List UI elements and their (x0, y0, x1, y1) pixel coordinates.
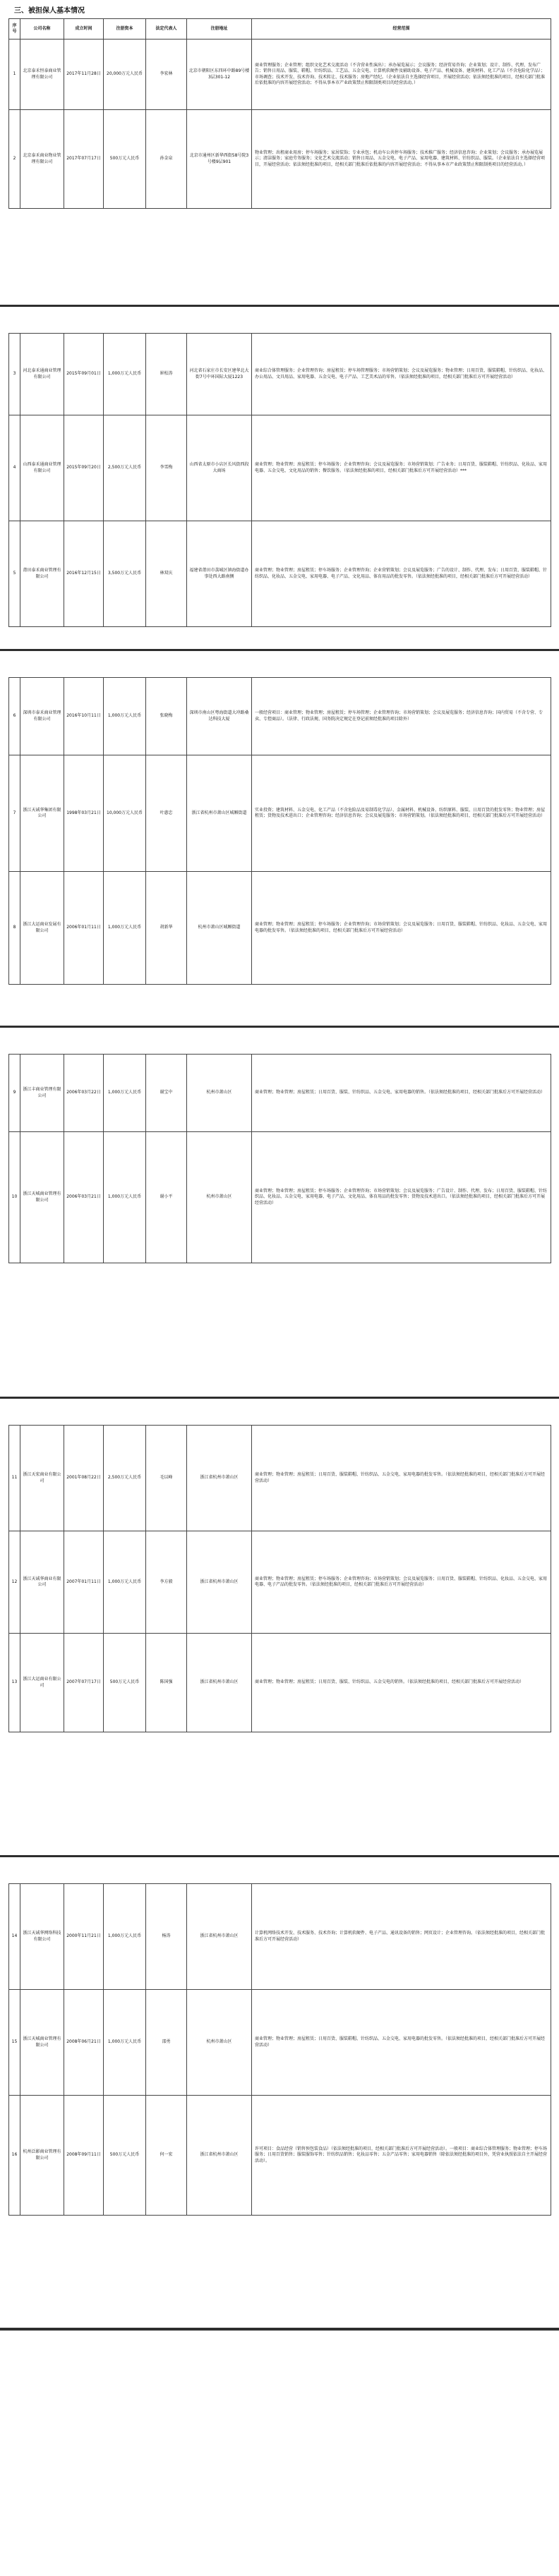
established-date: 2015年09月20日 (64, 415, 104, 521)
table-row (9, 415, 551, 521)
business-scope: 商业管理；物业管理；房屋租赁；停车场服务；企业管理咨询；市场营销策划；会议及展览服务；日用百货、服装鞋帽、针纺织品、化妆品、五金交电、家用电器、电子产品的批发零售。（依法须经批准的项目，经相关部门批准后方可开展经营活动） (252, 1531, 551, 1634)
established-date: 2007年01月11日 (64, 1531, 104, 1634)
registered-capital: 1,000万元人民币 (104, 1884, 146, 1990)
row-number: 3 (9, 334, 20, 415)
registered-capital: 500万元人民币 (104, 1634, 146, 1732)
registered-address: 浙江省杭州市萧山区 (187, 1531, 252, 1634)
table-row (9, 521, 551, 627)
legal-representative: 谢宝中 (146, 1055, 187, 1132)
established-date: 2006年03月21日 (64, 1132, 104, 1263)
business-scope: 许可项目：食品经营（销售预包装食品）（依法须经批准的项目，经相关部门批准后方可开展经营活动）。一般项目：商业综合体管理服务；物业管理；停车场服务；日用百货销售；服装服饰零售；针纺织品销售；化妆品零售；五金产品零售；家用电器销售（除依法须经批准的项目外，凭营业执照依法自主开展经营活动）。 (252, 2096, 551, 2216)
business-scope: 商业管理；物业管理；房屋租赁；停车场服务；企业管理咨询；市场营销策划；会议及展览服务；广告设计、制作、代理、发布；日用百货、服装鞋帽、针纺织品、化妆品、五金交电、家用电器、电子产品、文化用品、体育用品的批发零售；货物及技术进出口。（依法须经批准的项目，经相关部门批准后方可开展经营活动） (252, 1132, 551, 1263)
legal-representative: 李方毅 (146, 1531, 187, 1634)
table-row (9, 334, 551, 415)
legal-representative: 邵勇 (146, 1990, 187, 2096)
row-number: 13 (9, 1634, 20, 1732)
business-scope: 商业管理；物业管理；房屋租赁；停车场服务；企业管理咨询；市场营销策划；会议及展览服务；日用百货、服装鞋帽、针纺织品、化妆品、五金交电、家用电器的批发零售。（依法须经批准的项目，经相关部门批准后方可开展经营活动） (252, 872, 551, 985)
page-separator (0, 1855, 559, 1857)
legal-representative: 叶惠忠 (146, 755, 187, 872)
column-header: 序号 (9, 19, 20, 40)
registered-address: 北京市朝阳区东四环中路89号楼3层301-12 (187, 40, 252, 110)
row-number: 2 (9, 110, 20, 209)
company-name: 浙江天城商业管理有限公司 (20, 1132, 64, 1263)
column-header: 公司名称 (20, 19, 64, 40)
page-separator (0, 1026, 559, 1028)
table-row (9, 1990, 551, 2096)
established-date: 2016年10月11日 (64, 678, 104, 755)
company-name: 浙江大运商业发展有限公司 (20, 872, 64, 985)
registered-capital: 3,500万元人民币 (104, 521, 146, 627)
registered-capital: 500万元人民币 (104, 110, 146, 209)
registered-address: 浙江省杭州市萧山区 (187, 1426, 252, 1531)
registered-capital: 500万元人民币 (104, 2096, 146, 2216)
table-row (9, 678, 551, 755)
legal-representative: 胡新华 (146, 872, 187, 985)
table-row (9, 1055, 551, 1132)
company-name: 浙江大运商业有限公司 (20, 1634, 64, 1732)
row-number: 7 (9, 755, 20, 872)
registered-address: 福建省莆田市荔城区镇海街道办事处西大路南侧 (187, 521, 252, 627)
company-name: 浙江丰商业管理有限公司 (20, 1055, 64, 1132)
page-separator (0, 649, 559, 651)
row-number: 16 (9, 2096, 20, 2216)
registered-address: 杭州市萧山区 (187, 1055, 252, 1132)
row-number: 14 (9, 1884, 20, 1990)
business-scope: 一般经营项目：商业管理；物业管理；房屋租赁；停车场管理；企业管理咨询；市场营销策划；会议及展览服务；经济信息咨询；国内贸易（不含专营、专卖、专控商品）。（法律、行政法规、国务院决定规定在登记前须经批准的项目除外） (252, 678, 551, 755)
established-date: 2006年01月11日 (64, 872, 104, 985)
business-scope: 商业综合体管理服务；企业管理咨询；房屋租赁；停车场管理服务；市场营销策划；会议及展览服务；物业管理；日用百货、服装鞋帽、针纺织品、化妆品、办公用品、文具用品、家用电器、五金交电、电子产品、工艺美术品的零售。（依法须经批准的项目，经相关部门批准后方可开展经营活动） (252, 334, 551, 415)
info-table (8, 1054, 551, 1263)
registered-address: 杭州市萧山区城厢街道 (187, 872, 252, 985)
registered-capital: 1,000万元人民币 (104, 334, 146, 415)
established-date: 2008年06月21日 (64, 1990, 104, 2096)
business-scope: 商业管理；物业管理；房屋租赁；日用百货、服装、针纺织品、五金交电的销售。（依法须经批准的项目，经相关部门批准后方可开展经营活动） (252, 1634, 551, 1732)
page-separator (0, 1397, 559, 1399)
registered-address: 浙江省杭州市萧山区城厢街道 (187, 755, 252, 872)
legal-representative: 陈国强 (146, 1634, 187, 1732)
legal-representative: 毛以峰 (146, 1426, 187, 1531)
company-name: 浙江天诚华网络科技有限公司 (20, 1884, 64, 1990)
row-number: 15 (9, 1990, 20, 2096)
company-name: 深圳市泰禾商业管理有限公司 (20, 678, 64, 755)
company-name: 北京泰禾商业物业管理有限公司 (20, 110, 64, 209)
company-name: 北京泰禾恒泰商业管理有限公司 (20, 40, 64, 110)
registered-address: 北京市通州区新华西街58号院3号楼9层901 (187, 110, 252, 209)
table-row (9, 40, 551, 110)
info-table (8, 18, 551, 209)
column-header: 经营范围 (252, 19, 551, 40)
page-separator (0, 2328, 559, 2331)
registered-address: 河北省石家庄市长安区建华北大街7号中环国际大厦1223 (187, 334, 252, 415)
company-name: 浙江天诚华商业有限公司 (20, 1531, 64, 1634)
business-scope: 计算机网络技术开发、技术服务、技术咨询；计算机软硬件、电子产品、通讯设备的销售；网页设计；企业管理咨询。（依法须经批准的项目，经相关部门批准后方可开展经营活动） (252, 1884, 551, 1990)
business-scope: 商业管理；物业管理；房屋租赁；日用百货、服装鞋帽、针纺织品、五金交电、家用电器的批发零售。（依法须经批准的项目，经相关部门批准后方可开展经营活动） (252, 1990, 551, 2096)
row-number: 10 (9, 1132, 20, 1263)
row-number: 12 (9, 1531, 20, 1634)
business-scope: 实业投资；建筑材料、五金交电、化工产品（不含危险品及易制毒化学品）、金属材料、机械设备、纺织原料、服装、日用百货的批发零售；物业管理；房屋租赁；货物及技术进出口；企业管理咨询；经济信息咨询；会议及展览服务；市场营销策划。（依法须经批准的项目，经相关部门批准后方可开展经营活动） (252, 755, 551, 872)
company-name: 山西泰禾通商业管理有限公司 (20, 415, 64, 521)
page-separator (0, 305, 559, 307)
info-table (8, 1425, 551, 1732)
legal-representative: 崔松涛 (146, 334, 187, 415)
table-row (9, 1531, 551, 1634)
established-date: 2000年11月21日 (64, 1884, 104, 1990)
registered-capital: 20,000万元人民币 (104, 40, 146, 110)
column-header: 法定代表人 (146, 19, 187, 40)
info-table (8, 677, 551, 985)
company-name: 浙江天宏商业有限公司 (20, 1426, 64, 1531)
table-row (9, 1426, 551, 1531)
registered-address: 杭州市萧山区 (187, 1990, 252, 2096)
established-date: 2007年07月17日 (64, 1634, 104, 1732)
established-date: 2016年12月15日 (64, 521, 104, 627)
established-date: 1998年03月21日 (64, 755, 104, 872)
table-row (9, 1132, 551, 1263)
legal-representative: 李雪梅 (146, 415, 187, 521)
registered-capital: 1,000万元人民币 (104, 678, 146, 755)
row-number: 5 (9, 521, 20, 627)
column-header: 注册资本 (104, 19, 146, 40)
established-date: 2017年11月28日 (64, 40, 104, 110)
table-row (9, 110, 551, 209)
legal-representative: 张晓梅 (146, 678, 187, 755)
business-scope: 商业管理；物业管理；房屋租赁；日用百货、服装鞋帽、针纺织品、五金交电、家用电器的批发零售。（依法须经批准的项目，经相关部门批准后方可开展经营活动） (252, 1426, 551, 1531)
business-scope: 物业管理；出租商业用房；停车场服务；家居装饰；专业承包；机动车公共停车场服务；技术推广服务；经济信息咨询；企业策划；会议服务；承办展览展示；清洁服务；家庭劳务服务；文化艺术交流活动；销售日用品、五金交电、电子产品、家用电器、建筑材料、针纺织品、服装。（企业依法自主选择经营项目，开展经营活动；依法须经批准的项目，经相关部门批准后依批准的内容开展经营活动；不得从事本市产业政策禁止和限制类项目的经营活动。） (252, 110, 551, 209)
established-date: 2017年07月17日 (64, 110, 104, 209)
company-name: 河北泰禾通商业管理有限公司 (20, 334, 64, 415)
info-table (8, 1883, 551, 2216)
row-number: 1 (9, 40, 20, 110)
registered-capital: 1,000万元人民币 (104, 1990, 146, 2096)
company-name: 浙江天诚华集团有限公司 (20, 755, 64, 872)
info-table (8, 333, 551, 627)
section-heading: 三、被担保人基本情况 (14, 7, 85, 15)
column-header: 成立时间 (64, 19, 104, 40)
established-date: 2015年09月01日 (64, 334, 104, 415)
registered-capital: 1,000万元人民币 (104, 1531, 146, 1634)
legal-representative: 李宏林 (146, 40, 187, 110)
row-number: 4 (9, 415, 20, 521)
registered-capital: 1,000万元人民币 (104, 1055, 146, 1132)
legal-representative: 谢小平 (146, 1132, 187, 1263)
legal-representative: 何一宏 (146, 2096, 187, 2216)
registered-capital: 1,000万元人民币 (104, 872, 146, 985)
registered-address: 浙江省杭州市萧山区 (187, 1884, 252, 1990)
established-date: 2008年09月11日 (64, 2096, 104, 2216)
registered-address: 杭州市萧山区 (187, 1132, 252, 1263)
table-row (9, 2096, 551, 2216)
registered-capital: 1,000万元人民币 (104, 1132, 146, 1263)
registered-address: 浙江省杭州市萧山区 (187, 1634, 252, 1732)
company-name: 莆田泰禾商业管理有限公司 (20, 521, 64, 627)
column-header: 注册地址 (187, 19, 252, 40)
row-number: 11 (9, 1426, 20, 1531)
business-scope: 商业管理；物业管理；房屋租赁；停车场服务；企业管理咨询；企业营销策划；会议及展览服务；广告的设计、制作、代理、发布；日用百货、服装鞋帽、针纺织品、化妆品、五金交电、家用电器、电子产品、文化用品、体育用品的批发零售。（依法须经批准的项目，经相关部门批准后方可开展经营活动） (252, 521, 551, 627)
table-row (9, 1884, 551, 1990)
legal-representative: 杨涛 (146, 1884, 187, 1990)
business-scope: 商业管理服务；企业管理；组织文化艺术交流活动（不含营业性演出）；承办展览展示；会议服务；经济贸易咨询；企业策划；设计、制作、代理、发布广告；销售日用品、服装、鞋帽、针纺织品、工艺品、五金交电、计算机软硬件及辅助设备、电子产品、机械设备、建筑材料、化工产品（不含危险化学品）；市场调查；技术开发、技术咨询、技术转让、技术服务；房地产经纪。（企业依法自主选择经营项目，开展经营活动；依法须经批准的项目，经相关部门批准后依批准的内容开展经营活动；不得从事本市产业政策禁止和限制类项目的经营活动。） (252, 40, 551, 110)
legal-representative: 孙金泉 (146, 110, 187, 209)
registered-capital: 2,500万元人民币 (104, 415, 146, 521)
registered-address: 深圳市南山区粤海街道大冲路桑达科技大厦 (187, 678, 252, 755)
registered-capital: 2,500万元人民币 (104, 1426, 146, 1531)
row-number: 8 (9, 872, 20, 985)
business-scope: 商业管理；物业管理；房屋租赁；日用百货、服装、针纺织品、五金交电、家用电器的销售。（依法须经批准的项目，经相关部门批准后方可开展经营活动） (252, 1055, 551, 1132)
row-number: 9 (9, 1055, 20, 1132)
company-name: 杭州泛影商业管理有限公司 (20, 2096, 64, 2216)
established-date: 2001年08月22日 (64, 1426, 104, 1531)
registered-address: 山西省太原市小店区长风街西段大商场 (187, 415, 252, 521)
table-row (9, 872, 551, 985)
business-scope: 商业管理；物业管理；房屋租赁；停车场服务；企业管理咨询；会议及展览服务；市场营销策划；广告业务；日用百货、服装鞋帽、针纺织品、化妆品、家用电器、五金交电、文化用品的销售；餐饮服务。（依法须经批准的项目，经相关部门批准后方可开展经营活动）*** (252, 415, 551, 521)
legal-representative: 林双庆 (146, 521, 187, 627)
established-date: 2006年03月22日 (64, 1055, 104, 1132)
company-name: 浙江天城商业管理有限公司 (20, 1990, 64, 2096)
registered-address: 浙江省杭州市萧山区 (187, 2096, 252, 2216)
registered-capital: 10,000万元人民币 (104, 755, 146, 872)
table-header-row (9, 19, 551, 40)
table-row (9, 1634, 551, 1732)
row-number: 6 (9, 678, 20, 755)
table-row (9, 755, 551, 872)
